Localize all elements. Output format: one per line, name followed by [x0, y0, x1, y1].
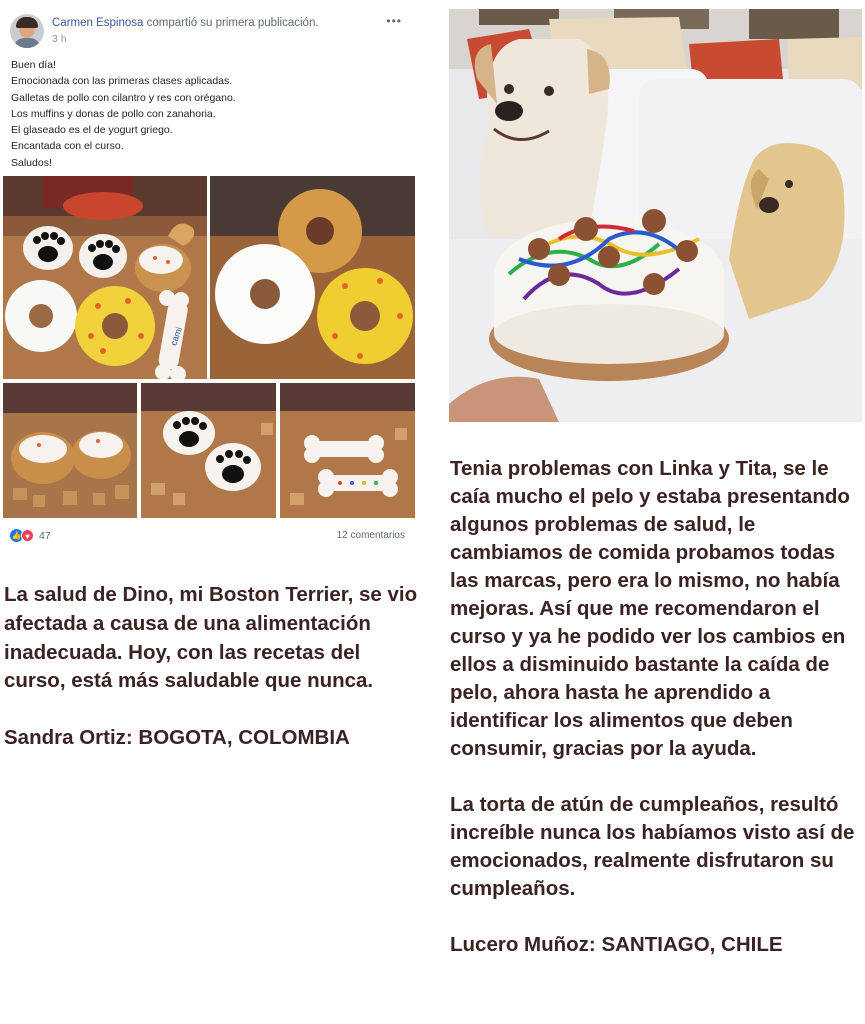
post-line: El glaseado es el de yogurt griego.: [11, 124, 173, 137]
cookie-text: cami: [168, 325, 185, 347]
post-line: Saludos!: [11, 156, 52, 169]
testimonial-right-author: Lucero Muñoz: SANTIAGO, CHILE: [450, 933, 783, 956]
more-options-icon[interactable]: •••: [386, 14, 402, 28]
post-photo-muffins[interactable]: [3, 383, 137, 518]
post-header: [10, 12, 410, 52]
like-icon: 👍: [11, 531, 22, 540]
post-photo-bone-cookies[interactable]: [280, 383, 415, 518]
author-link[interactable]: Carmen Espinosa: [52, 17, 144, 29]
facebook-post: [0, 0, 417, 553]
post-author-line: [52, 17, 319, 29]
testimonial-right-text-2: La torta de atún de cumpleaños, resultó increíble nunca los habíamos visto así de emocionados, realmente disfrutaron su cumpleaños.: [450, 793, 855, 900]
testimonial-left: [4, 581, 424, 753]
avatar[interactable]: [10, 14, 44, 48]
post-line: Galletas de pollo con cilantro y res con orégano.: [11, 91, 236, 104]
love-icon: ♥: [21, 529, 34, 542]
dogs-cake-photo: [449, 9, 862, 422]
post-timestamp[interactable]: 3 h: [52, 33, 67, 45]
testimonial-left-text: La salud de Dino, mi Boston Terrier, se vio afectada a causa de una alimentación inadecuada. Hoy, con las recetas del curso, está más saludable que nunca.: [4, 583, 418, 693]
comments-count[interactable]: 12 comentarios: [336, 530, 405, 541]
post-line: Emocionada con las primeras clases aplicadas.: [11, 75, 233, 88]
testimonial-left-author: Sandra Ortiz: BOGOTA, COLOMBIA: [4, 726, 350, 750]
post-line: Encantada con el curso.: [11, 140, 124, 153]
post-photo-donuts-cookies[interactable]: [3, 176, 207, 379]
post-photo-donuts[interactable]: [210, 176, 415, 379]
post-action: compartió su primera publicación.: [146, 17, 319, 29]
post-line: Buen día!: [11, 59, 56, 71]
post-body: [11, 57, 407, 171]
testimonial-right-text: Tenia problemas con Linka y Tita, se le caía mucho el pelo y estaba presentando algunos problemas de salud, le cambiamos de comida probamos todas las marcas, pero era lo mismo, no había mejoras. Así que me recomendaron el curso y ya he podido ver los cambios en ellos a disminuido bastante la caída de pelo, ahora hasta he aprendido a identificar los alimentos que deben consumir, gracias por la ayuda.: [450, 457, 850, 760]
reaction-count: 47: [39, 530, 51, 542]
post-photo-paw-cookies[interactable]: [141, 383, 276, 518]
post-line: Los muffins y donas de pollo con zanahoria.: [11, 107, 216, 120]
testimonial-right: [450, 455, 864, 959]
